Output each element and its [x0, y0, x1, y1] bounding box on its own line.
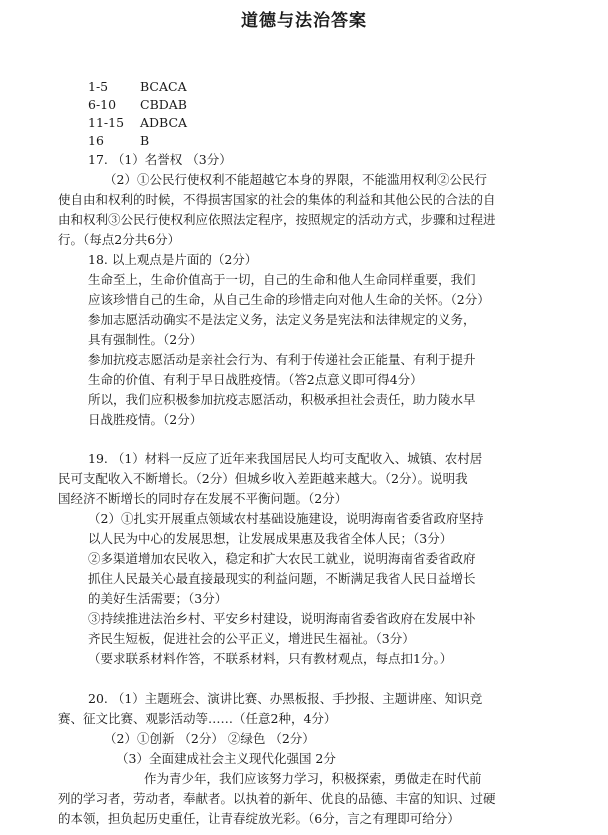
q20-line: 20. （1）主题班会、演讲比赛、办黑板报、手抄报、主题讲座、知识竞: [88, 691, 483, 706]
q19-line: 民可支配收入不断增长。（2分）但城乡收入差距越来越大。（2分）。说明我: [58, 471, 468, 486]
q18-line: 所以，我们应积极参加抗疫志愿活动，积极承担社会责任，助力陵水早: [88, 392, 476, 407]
mc-answer: ADBCA: [140, 115, 188, 130]
q19-line: （2）①扎实开展重点领域农村基础设施建设，说明海南省委省政府坚持: [88, 511, 484, 526]
q18-line: 生命的价值、有利于早日战胜疫情。（答2点意义即可得4分）: [88, 372, 423, 387]
q18-line: 具有强制性。（2分）: [88, 332, 203, 347]
q18-line: 生命至上，生命价值高于一切，自己的生命和他人生命同样重要，我们: [88, 272, 476, 287]
mc-row: [88, 78, 187, 95]
mc-answer: CBDAB: [140, 97, 187, 112]
q19-line: 以人民为中心的发展思想，让发展成果惠及我省全体人民；（3分）: [88, 531, 453, 546]
mc-range: 11-15: [88, 115, 125, 130]
q20-line: 赛、征文比赛、观影活动等……（任意2种，4分）: [58, 711, 337, 726]
q19-line: 国经济不断增长的同时存在发展不平衡问题。（2分）: [58, 491, 348, 506]
q20-line: （2）①创新 （2分） ②绿色 （2分）: [104, 731, 315, 746]
q20-line: （3）全面建成社会主义现代化强国 2分: [116, 751, 336, 766]
q18-line: 参加抗疫志愿活动是亲社会行为、有利于传递社会正能量、有利于提升: [88, 352, 476, 367]
q19-line: ②多渠道增加农民收入，稳定和扩大农民工就业，说明海南省委省政府: [88, 551, 476, 566]
mc-answer: BCACA: [140, 79, 187, 94]
mc-row: [88, 96, 187, 113]
q19-line: 19. （1）材料一反应了近年来我国居民人均可支配收入、城镇、农村居: [88, 451, 483, 466]
q20-line: 列的学习者，劳动者，奉献者。以执着的新年、优良的品德、丰富的知识、过硬: [58, 791, 496, 806]
q20-line: 的本领，担负起历史重任，让青春绽放光彩。（6分，言之有理即可给分）: [58, 811, 460, 826]
mc-range: 1-5: [88, 79, 109, 94]
q20-line: 作为青少年，我们应该努力学习，积极探索，勇做走在时代前: [144, 771, 482, 786]
q19-line: 的美好生活需要；（3分）: [88, 591, 228, 606]
q17-line: 使自由和权利的时候，不得损害国家的社会的集体的利益和其他公民的合法的自: [58, 192, 496, 207]
q19-line: 抓住人民最关心最直接最现实的利益问题，不断满足我省人民日益增长: [88, 571, 476, 586]
q18-line: 参加志愿活动确实不是法定义务，法定义务是宪法和法律规定的义务，: [88, 312, 476, 327]
q17-line: （2）①公民行使权利不能超越它本身的界限，不能滥用权利②公民行: [104, 172, 487, 187]
mc-row: [88, 132, 149, 149]
q17-line: 由和权利③公民行使权利应依照法定程序，按照规定的活动方式，步骤和过程进: [58, 212, 496, 227]
mc-row: [88, 114, 187, 131]
mc-range: 6-10: [88, 97, 117, 112]
mc-range: 16: [88, 133, 104, 148]
q18-line: 日战胜疫情。（2分）: [88, 412, 203, 427]
q19-line: （要求联系材料作答，不联系材料，只有教材观点，每点扣1分。）: [88, 651, 453, 666]
page-title: 道德与法治答案: [241, 11, 367, 31]
q18-line: 18. 以上观点是片面的（2分）: [88, 252, 258, 267]
q18-line: 应该珍惜自己的生命，从自己生命的珍惜走向对他人生命的关怀。（2分）: [88, 292, 490, 307]
q19-line: 齐民生短板，促进社会的公平正义，增进民生福祉。（3分）: [88, 631, 415, 646]
q17-line: 17. （1）名誉权 （3分）: [88, 152, 232, 167]
q17-line: 行。（每点2分共6分）: [58, 232, 181, 247]
q19-line: ③持续推进法治乡村、平安乡村建设，说明海南省委省政府在发展中补: [88, 611, 476, 626]
mc-answer: B: [140, 133, 150, 148]
